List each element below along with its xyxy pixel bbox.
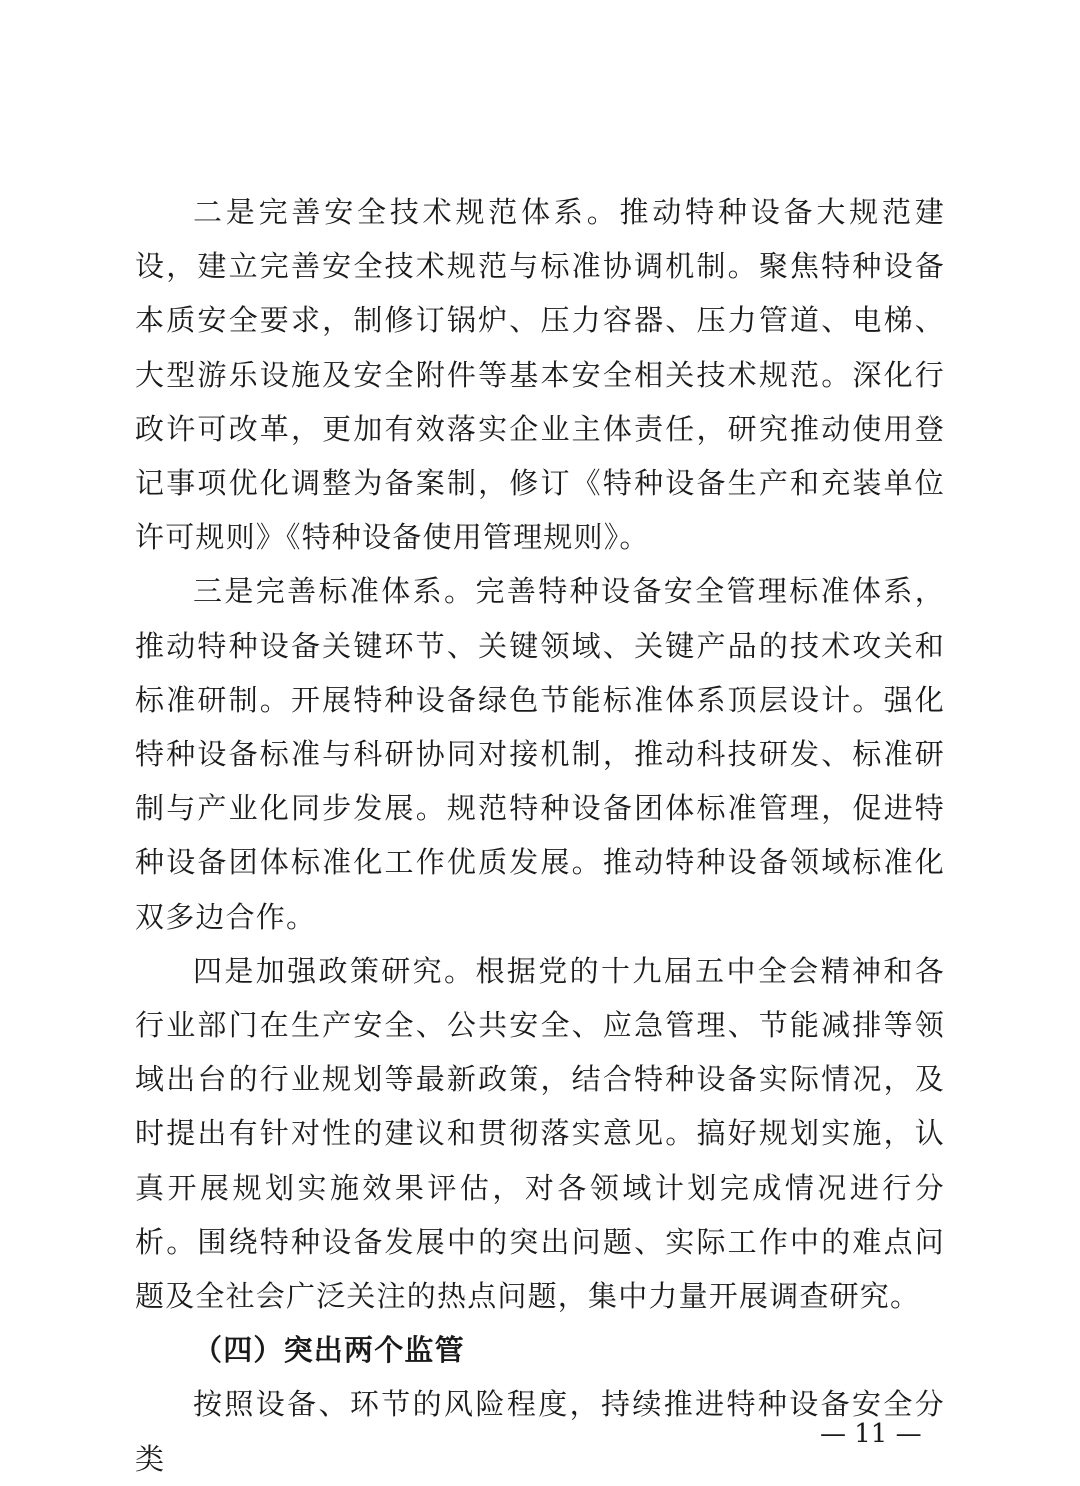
paragraph-risk-classification: 按照设备、环节的风险程度，持续推进特种设备安全分类: [135, 1387, 945, 1476]
paragraph-safety-technical-standards: 二是完善安全技术规范体系。推动特种设备大规范建设，建立完善安全技术规范与标准协调机制。聚焦特种设备本质安全要求，制修订锅炉、压力容器、压力管道、电梯、大型游乐设施及安全附件等基本安全相关技术规范。深化行政许可改革，更加有效落实企业主体责任，研究推动使用登记事项优化调整为备案制，修订《特种设备生产和充装单位许可规则》《特种设备使用管理规则》。: [135, 195, 945, 555]
section-heading: （四）突出两个监管: [193, 1333, 465, 1368]
paragraph-policy-research: 四是加强政策研究。根据党的十九届五中全会精神和各行业部门在生产安全、公共安全、应急管理、节能减排等领域出台的行业规划等最新政策，结合特种设备实际情况，及时提出有针对性的建议和贯彻落实意见。搞好规划实施，认真开展规划实施效果评估，对各领域计划完成情况进行分析。围绕特种设备发展中的突出问题、实际工作中的难点问题及全社会广泛关注的热点问题，集中力量开展调查研究。: [135, 953, 945, 1314]
document-body: [135, 185, 945, 1486]
page-number: — 11 —: [820, 1419, 922, 1449]
paragraph-standard-system: 三是完善标准体系。完善特种设备安全管理标准体系，推动特种设备关键环节、关键领域、关键产品的技术攻关和标准研制。开展特种设备绿色节能标准体系顶层设计。强化特种设备标准与科研协同对接机制，推动科技研发、标准研制与产业化同步发展。规范特种设备团体标准管理，促进特种设备团体标准化工作优质发展。推动特种设备领域标准化双多边合作。: [135, 574, 945, 934]
